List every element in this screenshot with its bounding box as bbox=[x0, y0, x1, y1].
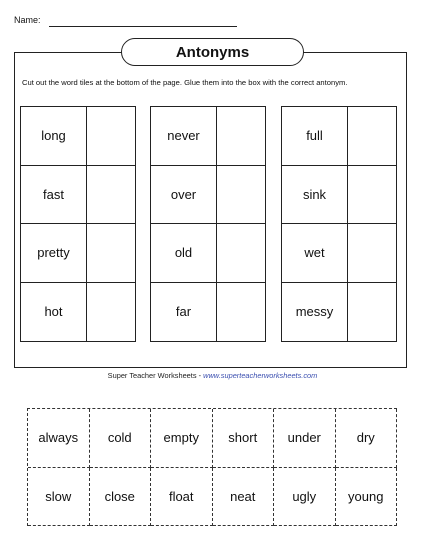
glue-box bbox=[217, 224, 265, 283]
prompt-word: never bbox=[151, 107, 217, 166]
prompt-word: old bbox=[151, 224, 217, 283]
word-tile: short bbox=[213, 409, 275, 468]
word-tile: always bbox=[28, 409, 90, 468]
glue-box bbox=[348, 107, 396, 166]
glue-box bbox=[348, 166, 396, 225]
word-tile: cold bbox=[90, 409, 152, 468]
word-tile: young bbox=[336, 468, 398, 527]
word-tile: ugly bbox=[274, 468, 336, 527]
glue-box bbox=[348, 283, 396, 342]
prompt-word: over bbox=[151, 166, 217, 225]
instructions: Cut out the word tiles at the bottom of the page. Glue them into the box with the correct antonym. bbox=[22, 78, 348, 87]
prompt-word: far bbox=[151, 283, 217, 342]
glue-box bbox=[87, 107, 135, 166]
word-tile: slow bbox=[28, 468, 90, 527]
antonym-grid-3 bbox=[281, 106, 397, 342]
word-tile: neat bbox=[213, 468, 275, 527]
name-line bbox=[49, 26, 237, 27]
prompt-word: wet bbox=[282, 224, 348, 283]
prompt-word: hot bbox=[21, 283, 87, 342]
prompt-word: fast bbox=[21, 166, 87, 225]
antonym-grid-2 bbox=[150, 106, 266, 342]
prompt-word: messy bbox=[282, 283, 348, 342]
prompt-word: full bbox=[282, 107, 348, 166]
glue-box bbox=[348, 224, 396, 283]
word-tile: under bbox=[274, 409, 336, 468]
glue-box bbox=[87, 224, 135, 283]
prompt-word: long bbox=[21, 107, 87, 166]
word-tile: float bbox=[151, 468, 213, 527]
prompt-word: sink bbox=[282, 166, 348, 225]
glue-box bbox=[217, 166, 265, 225]
cutout-tiles bbox=[27, 408, 397, 526]
footer-credit bbox=[0, 371, 425, 380]
page-title: Antonyms bbox=[121, 38, 304, 66]
glue-box bbox=[87, 283, 135, 342]
glue-box bbox=[87, 166, 135, 225]
word-tile: close bbox=[90, 468, 152, 527]
publisher-name: Super Teacher Worksheets - bbox=[107, 371, 204, 380]
antonym-grid-1 bbox=[20, 106, 136, 342]
name-label: Name: bbox=[14, 15, 41, 25]
website-link[interactable]: www.superteacherworksheets.com bbox=[203, 371, 318, 380]
glue-box bbox=[217, 107, 265, 166]
word-tile: dry bbox=[336, 409, 398, 468]
prompt-word: pretty bbox=[21, 224, 87, 283]
word-tile: empty bbox=[151, 409, 213, 468]
glue-box bbox=[217, 283, 265, 342]
